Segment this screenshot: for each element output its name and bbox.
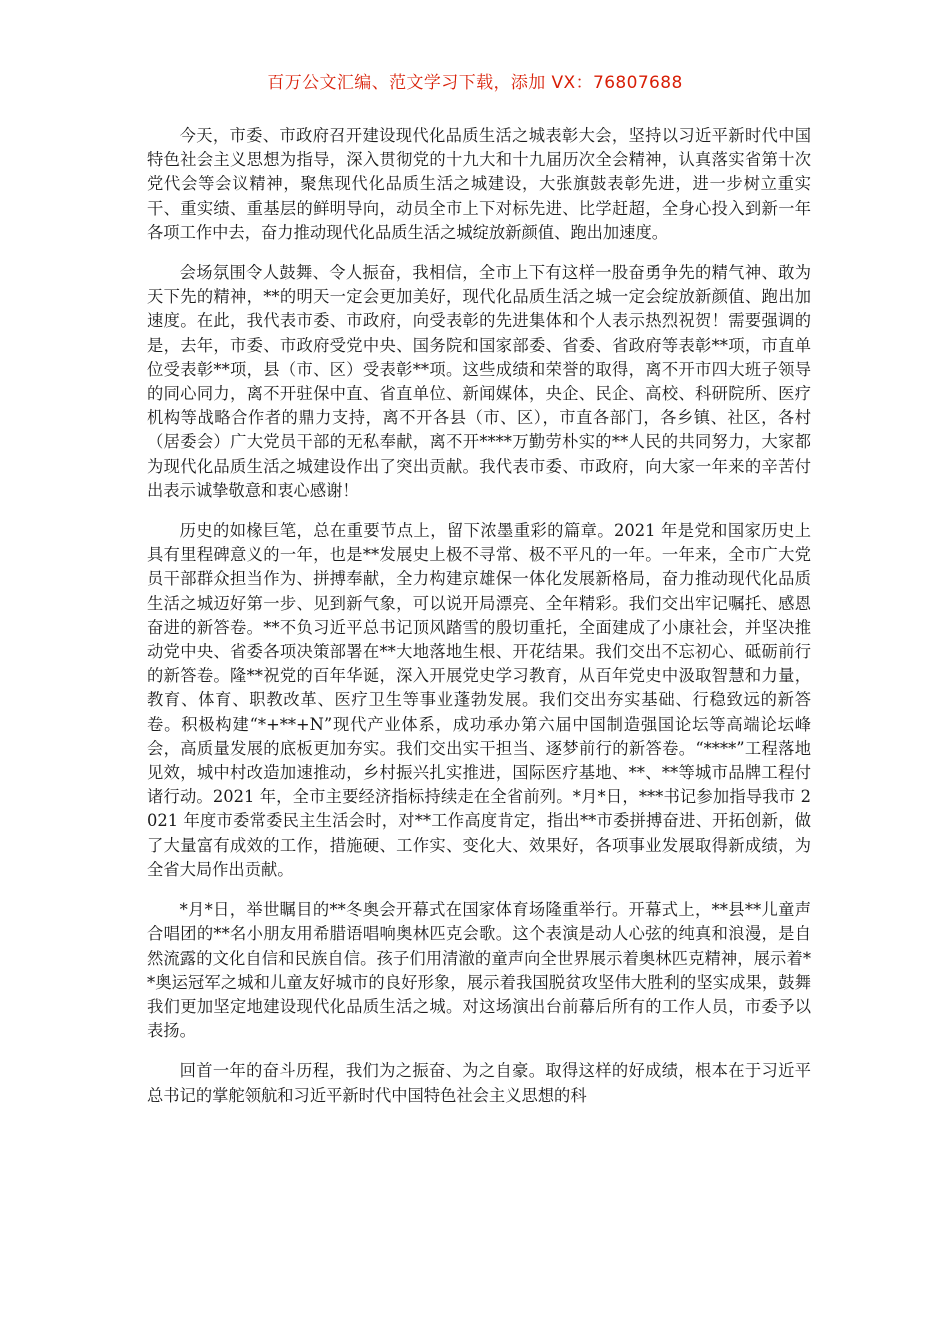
paragraph-5: 回首一年的奋斗历程，我们为之振奋、为之自豪。取得这样的好成绩，根本在于习近平总书记的掌舵领航和习近平新时代中国特色社会主义思想的科 [147,1061,811,1105]
paragraph-2: 会场氛围令人鼓舞、令人振奋，我相信，全市上下有这样一股奋勇争先的精气神、敢为天下先的精神，**的明天一定会更加美好，现代化品质生活之城一定会绽放新颜值、跑出加速度。在此，我代表市委、市政府，向受表彰的先进集体和个人表示热烈祝贺！需要强调的是，去年，市委、市政府受党中央、国务院和国家部委、省委、省政府等表彰**项，市直单位受表彰**项，县（市、区）受表彰**项。这些成绩和荣誉的取得，离不开市四大班子领导的同心同力，离不开驻保中直、省直单位、新闻媒体，央企、民企、高校、科研院所、医疗机构等战略合作者的鼎力支持，离不开各县（市、区），市直各部门，各乡镇、社区，各村（居委会）广大党员干部的无私奉献，离不开****万勤劳朴实的**人民的共同努力，大家都为现代化品质生活之城建设作出了突出贡献。我代表市委、市政府，向大家一年来的辛苦付出表示诚挚敬意和衷心感谢！ [147,263,811,500]
paragraph-1: 今天，市委、市政府召开建设现代化品质生活之城表彰大会，坚持以习近平新时代中国特色社会主义思想为指导，深入贯彻党的十九大和十九届历次全会精神，认真落实省第十次党代会等会议精神，聚焦现代化品质生活之城建设，大张旗鼓表彰先进，进一步树立重实干、重实绩、重基层的鲜明导向，动员全市上下对标先进、比学赶超，全身心投入到新一年各项工作中去，奋力推动现代化品质生活之城绽放新颜值、跑出加速度。 [147,126,811,242]
header-banner: 百万公文汇编、范文学习下载，添加 VX：76807688 [267,73,683,93]
paragraph-3: 历史的如椽巨笔，总在重要节点上，留下浓墨重彩的篇章。2021 年是党和国家历史上具有里程碑意义的一年，也是**发展史上极不寻常、极不平凡的一年。一年来，全市广大党员干部群众担当作为、拼搏奉献，全力构建京雄保一体化发展新格局，奋力推动现代化品质生活之城迈好第一步、见到新气象，可以说开局漂亮、全年精彩。我们交出牢记嘱托、感恩奋进的新答卷。**不负习近平总书记顶风踏雪的殷切重托，全面建成了小康社会，并坚决推动党中央、省委各项决策部署在**大地落地生根、开花结果。我们交出不忘初心、砥砺前行的新答卷。隆**祝党的百年华诞，深入开展党史学习教育，从百年党史中汲取智慧和力量，教育、体育、职教改革、医疗卫生等事业蓬勃发展。我们交出夯实基础、行稳致远的新答卷。积极构建“*+**+N”现代产业体系，成功承办第六届中国制造强国论坛等高端论坛峰会，高质量发展的底板更加夯实。我们交出实干担当、逐梦前行的新答卷。“****”工程落地见效，城中村改造加速推动，乡村振兴扎实推进，国际医疗基地、**、**等城市品牌工程付诸行动。2021 年，全市主要经济指标持续走在全省前列。*月*日，***书记参加指导我市 2021 年度市委常委民主生活会时，对**工作高度肯定，指出**市委拼搏奋进、开拓创新，做了大量富有成效的工作，措施硬、工作实、变化大、效果好，各项事业发展取得新成绩，为全省大局作出贡献。 [147,521,811,879]
paragraph-4: *月*日，举世瞩目的**冬奥会开幕式在国家体育场隆重举行。开幕式上，**县**儿童声合唱团的**名小朋友用希腊语唱响奥林匹克会歌。这个表演是动人心弦的纯真和浪漫，是自然流露的文化自信和民族自信。孩子们用清澈的童声向全世界展示着奥林匹克精神，展示着**奥运冠军之城和儿童友好城市的良好形象，展示着我国脱贫攻坚伟大胜利的坚实成果，鼓舞我们更加坚定地建设现代化品质生活之城。对这场演出台前幕后所有的工作人员，市委予以表扬。 [147,900,811,1041]
document-body [147,124,811,1124]
